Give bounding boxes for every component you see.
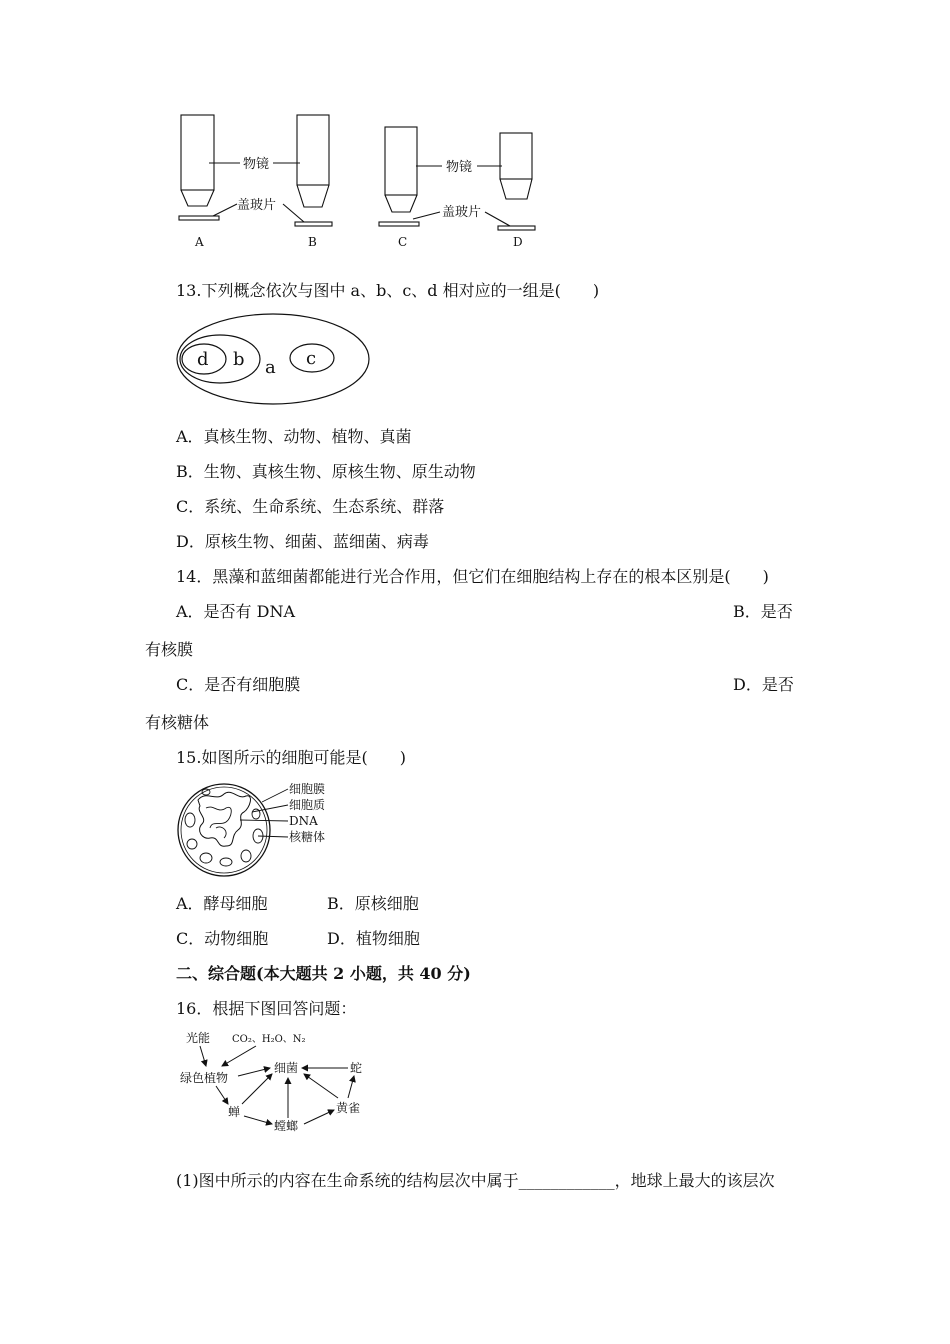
label-c: C bbox=[398, 235, 408, 249]
set-label-d: d bbox=[197, 349, 209, 370]
cell-diagram bbox=[176, 780, 346, 880]
coverslip-label-left: 盖玻片 bbox=[237, 198, 277, 213]
objective-label-left: 物镜 bbox=[243, 157, 270, 172]
set-label-a: a bbox=[265, 357, 276, 378]
web-cicada: 蝉 bbox=[228, 1105, 241, 1119]
q13-option-b: B．生物、真核生物、原核生物、原生动物 bbox=[176, 462, 476, 481]
q14-option-b-cont: 有核膜 bbox=[145, 640, 194, 659]
q13-stem: 13.下列概念依次与图中 a、b、c、d 相对应的一组是( ) bbox=[176, 281, 600, 300]
coverslip-label-right: 盖玻片 bbox=[442, 205, 482, 220]
q14-option-d-cont: 有核糖体 bbox=[145, 713, 210, 732]
web-plants: 绿色植物 bbox=[180, 1071, 229, 1085]
q15-option-b: B．原核细胞 bbox=[327, 894, 419, 913]
web-bacteria: 细菌 bbox=[274, 1061, 299, 1075]
q15-stem: 15.如图所示的细胞可能是( ) bbox=[176, 748, 406, 767]
q14-stem: 14．黑藻和蓝细菌都能进行光合作用，但它们在细胞结构上存在的根本区别是( ) bbox=[176, 567, 769, 586]
objective-a bbox=[179, 115, 219, 220]
cell-label-ribosome: 核糖体 bbox=[289, 830, 326, 844]
label-a: A bbox=[195, 235, 204, 249]
q14-option-c: C．是否有细胞膜 bbox=[176, 675, 301, 694]
web-snake: 蛇 bbox=[350, 1061, 363, 1075]
section-heading: 二、综合题(本大题共 2 小题，共 40 分) bbox=[176, 964, 471, 983]
objective-c bbox=[379, 127, 419, 226]
set-label-b: b bbox=[233, 349, 245, 370]
q16-sub1: (1)图中所示的内容在生命系统的结构层次中属于____________，地球上最大的该层次 bbox=[176, 1171, 775, 1190]
q13-option-c: C．系统、生命系统、生态系统、群落 bbox=[176, 497, 445, 516]
set-label-c: c bbox=[306, 348, 317, 369]
q13-option-d: D．原核生物、细菌、蓝细菌、病毒 bbox=[176, 532, 429, 551]
microscope-figure bbox=[170, 108, 550, 250]
cell-label-membrane: 细胞膜 bbox=[289, 782, 326, 796]
objective-d bbox=[498, 133, 535, 230]
q15-option-c: C．动物细胞 bbox=[176, 929, 269, 948]
q14-option-d: D．是否 bbox=[733, 675, 794, 694]
label-b: B bbox=[308, 235, 317, 249]
objective-label-right: 物镜 bbox=[446, 160, 473, 175]
cell-label-dna: DNA bbox=[289, 814, 318, 828]
web-gases: CO₂、H₂O、N₂ bbox=[232, 1034, 306, 1045]
objective-b bbox=[295, 115, 332, 226]
set-diagram bbox=[176, 312, 376, 406]
food-web-diagram bbox=[176, 1026, 376, 1138]
q16-stem: 16．根据下图回答问题： bbox=[176, 999, 357, 1018]
label-d: D bbox=[513, 235, 523, 249]
web-light: 光能 bbox=[186, 1031, 211, 1045]
web-mantis: 螳螂 bbox=[274, 1119, 299, 1133]
q14-option-a: A．是否有 DNA bbox=[176, 602, 296, 621]
q15-option-a: A．酵母细胞 bbox=[176, 894, 268, 913]
cell-label-cytoplasm: 细胞质 bbox=[289, 798, 326, 812]
q15-option-d: D．植物细胞 bbox=[327, 929, 420, 948]
q13-option-a: A．真核生物、动物、植物、真菌 bbox=[176, 427, 412, 446]
q14-option-b: B．是否 bbox=[733, 602, 793, 621]
web-oriole: 黄雀 bbox=[336, 1101, 361, 1115]
